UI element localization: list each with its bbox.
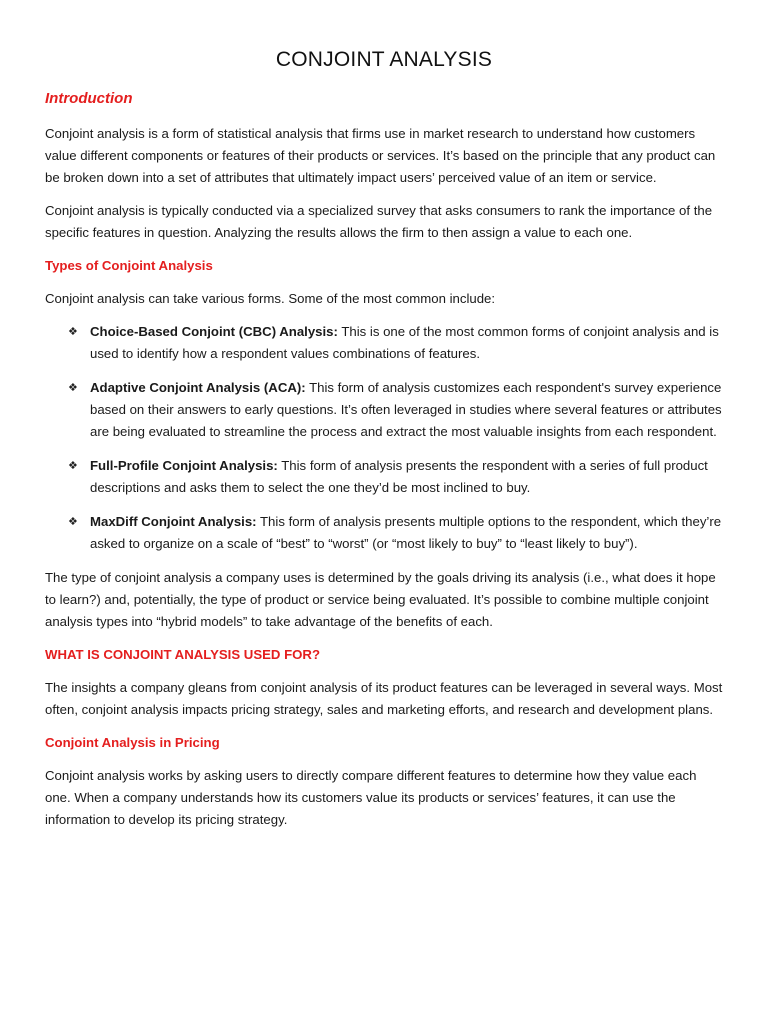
diamond-bullet-icon: ❖ — [68, 382, 78, 394]
list-item-text: This is one of the most common forms of conjoint analysis and is used to identify how a respondent values combinations of features. — [90, 324, 719, 361]
list-item-text: This form of analysis presents multiple options to the respondent, which they’re asked to organize on a scale of “best” to “worst” (or “most likely to buy” to “least likely to buy”). — [90, 514, 722, 551]
list-item-text: This form of analysis customizes each respondent's survey experience based on their answers to early questions. It’s often leveraged in studies where several features or attributes are being evaluated to streamline the process and extract the most valuable insights from each respondent. — [90, 380, 722, 439]
diamond-bullet-icon: ❖ — [68, 460, 78, 472]
list-item — [45, 511, 723, 555]
pricing-paragraph: Conjoint analysis works by asking users to directly compare different features to determine how they value each one. When a company understands how its customers value its products or services’ features, it can use the information to develop its pricing strategy. — [45, 768, 697, 827]
list-item — [45, 455, 723, 499]
diamond-bullet-icon: ❖ — [68, 326, 78, 338]
introduction-heading: Introduction — [45, 90, 133, 107]
list-item-term: MaxDiff Conjoint Analysis: — [90, 514, 257, 529]
intro-paragraph-1: Conjoint analysis is a form of statistical analysis that firms use in market research to understand how customers value different components or features of their products or services. It’s based on the principle that any product can be broken down into a set of attributes that ultimately impact users’ perceived value of an item or service. — [45, 126, 716, 185]
types-summary-paragraph: The type of conjoint analysis a company uses is determined by the goals driving its analysis (i.e., what does it hope to learn?) and, potentially, the type of product or service being evaluated. It’s possible to combine multiple conjoint analysis types into “hybrid models” to take advantage of the benefits of each. — [45, 570, 716, 629]
list-item — [45, 321, 723, 365]
pricing-heading: Conjoint Analysis in Pricing — [45, 735, 220, 750]
list-item-term: Full-Profile Conjoint Analysis: — [90, 458, 278, 473]
document-content — [45, 48, 723, 842]
list-item-text: This form of analysis presents the respondent with a series of full product descriptions and asks them to select the one they’d be most inclined to buy. — [90, 458, 708, 495]
types-intro-paragraph: Conjoint analysis can take various forms. Some of the most common include: — [45, 291, 496, 306]
document-title: CONJOINT ANALYSIS — [275, 48, 493, 71]
diamond-bullet-icon: ❖ — [68, 516, 78, 528]
types-list — [45, 321, 723, 555]
intro-paragraph-2: Conjoint analysis is typically conducted via a specialized survey that asks consumers to rank the importance of the specific features in question. Analyzing the results allows the firm to then assign a value to each one. — [45, 203, 713, 240]
types-heading: Types of Conjoint Analysis — [45, 258, 213, 273]
uses-paragraph: The insights a company gleans from conjoint analysis of its product features can be leveraged in several ways. Most often, conjoint analysis impacts pricing strategy, sales and marketing efforts, and research and development plans. — [45, 680, 723, 717]
uses-heading: WHAT IS CONJOINT ANALYSIS USED FOR? — [45, 647, 320, 662]
list-item-term: Adaptive Conjoint Analysis (ACA): — [90, 380, 306, 395]
list-item — [45, 377, 723, 443]
list-item-term: Choice-Based Conjoint (CBC) Analysis: — [90, 324, 338, 339]
